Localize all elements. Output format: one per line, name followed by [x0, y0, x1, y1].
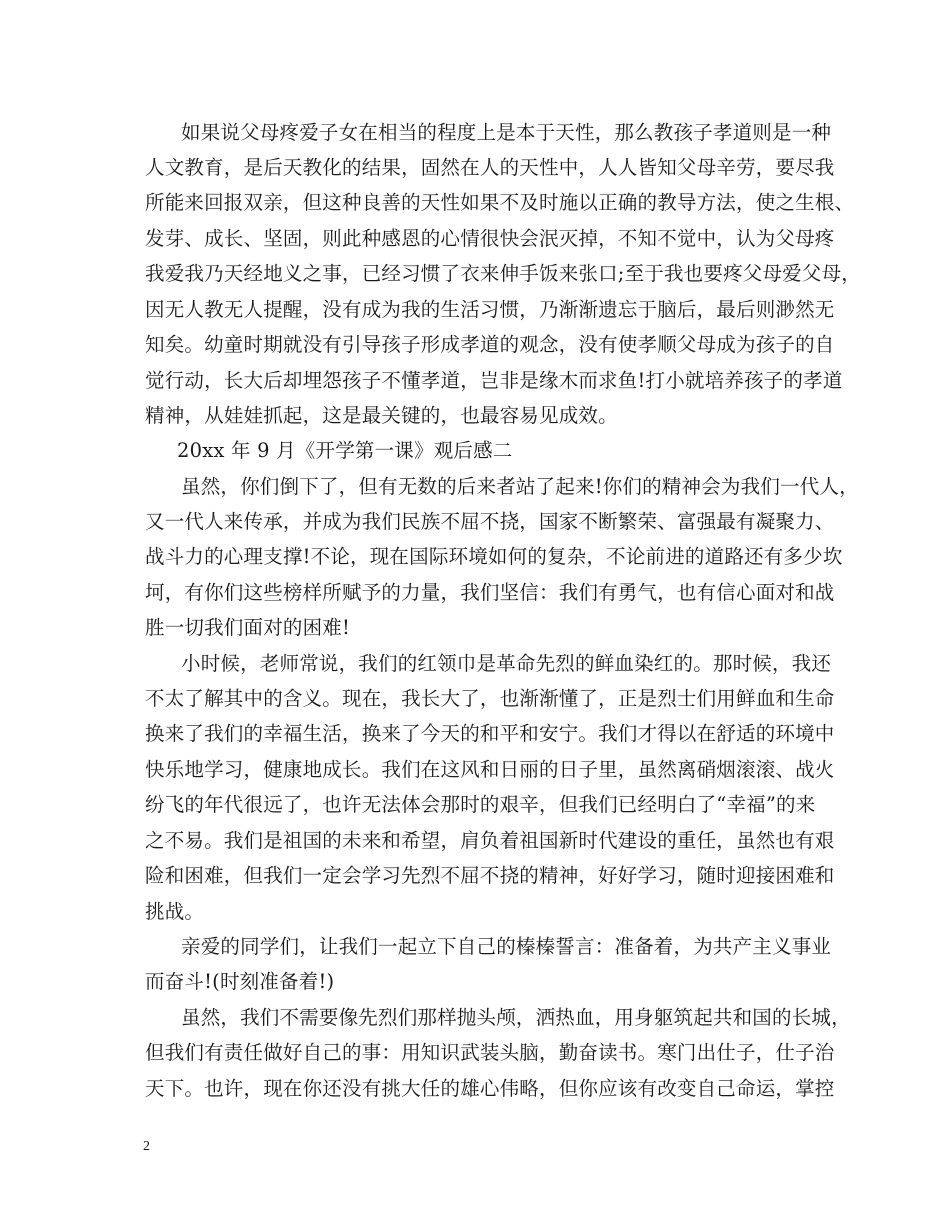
text-line: 发芽、成长、坚固，则此种感恩的心情很快会泯灭掉，不知不觉中，认为父母疼	[145, 227, 835, 250]
section-heading: 20xx 年 9 月《开学第一课》观后感二	[177, 439, 513, 462]
text-line: 知矣。幼童时期就没有引导孩子形成孝道的观念，没有使孝顺父母成为孩子的自	[145, 333, 835, 356]
text-line: 战斗力的心理支撑!不论，现在国际环境如何的复杂，不论前进的道路还有多少坎	[145, 545, 843, 568]
text-line: 所能来回报双亲，但这种良善的天性如果不及时施以正确的教导方法，使之生根、	[145, 191, 855, 214]
text-line: 小时候，老师常说，我们的红领巾是革命先烈的鲜血染红的。那时候，我还	[181, 652, 832, 675]
text-line: 挑战。	[145, 900, 205, 923]
text-line: 如果说父母疼爱子女在相当的程度上是本于天性，那么教孩子孝道则是一种	[181, 121, 832, 144]
text-line: 而奋斗!(时刻准备着!)	[145, 970, 335, 993]
text-line: 亲爱的同学们，让我们一起立下自己的榛榛誓言：准备着，为共产主义事业	[181, 935, 832, 958]
text-line: 险和困难，但我们一定会学习先烈不屈不挠的精神，好好学习，随时迎接困难和	[145, 864, 835, 887]
text-line: 换来了我们的幸福生活，换来了今天的和平和安宁。我们才得以在舒适的环境中	[145, 722, 835, 745]
text-line: 快乐地学习，健康地成长。我们在这风和日丽的日子里，虽然离硝烟滚滚、战火	[145, 758, 835, 781]
text-line: 人文教育，是后天教化的结果，固然在人的天性中，人人皆知父母辛劳，要尽我	[145, 156, 835, 179]
text-line: 精神，从娃娃抓起，这是最关键的，也最容易见成效。	[145, 404, 618, 427]
page-number: 2	[143, 1139, 150, 1154]
text-line: 虽然，我们不需要像先烈们那样抛头颅，洒热血，用身躯筑起共和国的长城，	[181, 1006, 851, 1029]
text-line: 虽然，你们倒下了，但有无数的后来者站了起来!你们的精神会为我们一代人，	[181, 475, 859, 498]
text-line: 不太了解其中的含义。现在，我长大了，也渐渐懂了，正是烈士们用鲜血和生命	[145, 687, 835, 710]
text-line: 纷飞的年代很远了，也许无法体会那时的艰辛，但我们已经明白了“幸福”的来	[145, 793, 816, 816]
text-line: 但我们有责任做好自己的事：用知识武装头脑，勤奋读书。寒门出仕子，仕子治	[145, 1041, 835, 1064]
text-line: 坷，有你们这些榜样所赋予的力量，我们坚信：我们有勇气，也有信心面对和战	[145, 581, 835, 604]
text-line: 之不易。我们是祖国的未来和希望，肩负着祖国新时代建设的重任，虽然也有艰	[145, 829, 835, 852]
text-line: 又一代人来传承，并成为我们民族不屈不挠，国家不断繁荣、富强最有凝聚力、	[145, 510, 835, 533]
text-line: 觉行动，长大后却埋怨孩子不懂孝道，岂非是缘木而求鱼!打小就培养孩子的孝道	[145, 369, 843, 392]
text-line: 我爱我乃天经地义之事，已经习惯了衣来伸手饭来张口;至于我也要疼父母爱父母，	[145, 262, 861, 285]
text-line: 因无人教无人提醒，没有成为我的生活习惯，乃渐渐遗忘于脑后，最后则渺然无	[145, 298, 835, 321]
text-line: 天下。也许，现在你还没有挑大任的雄心伟略，但你应该有改变自己命运，掌控	[145, 1077, 835, 1100]
text-line: 胜一切我们面对的困难!	[145, 616, 351, 639]
